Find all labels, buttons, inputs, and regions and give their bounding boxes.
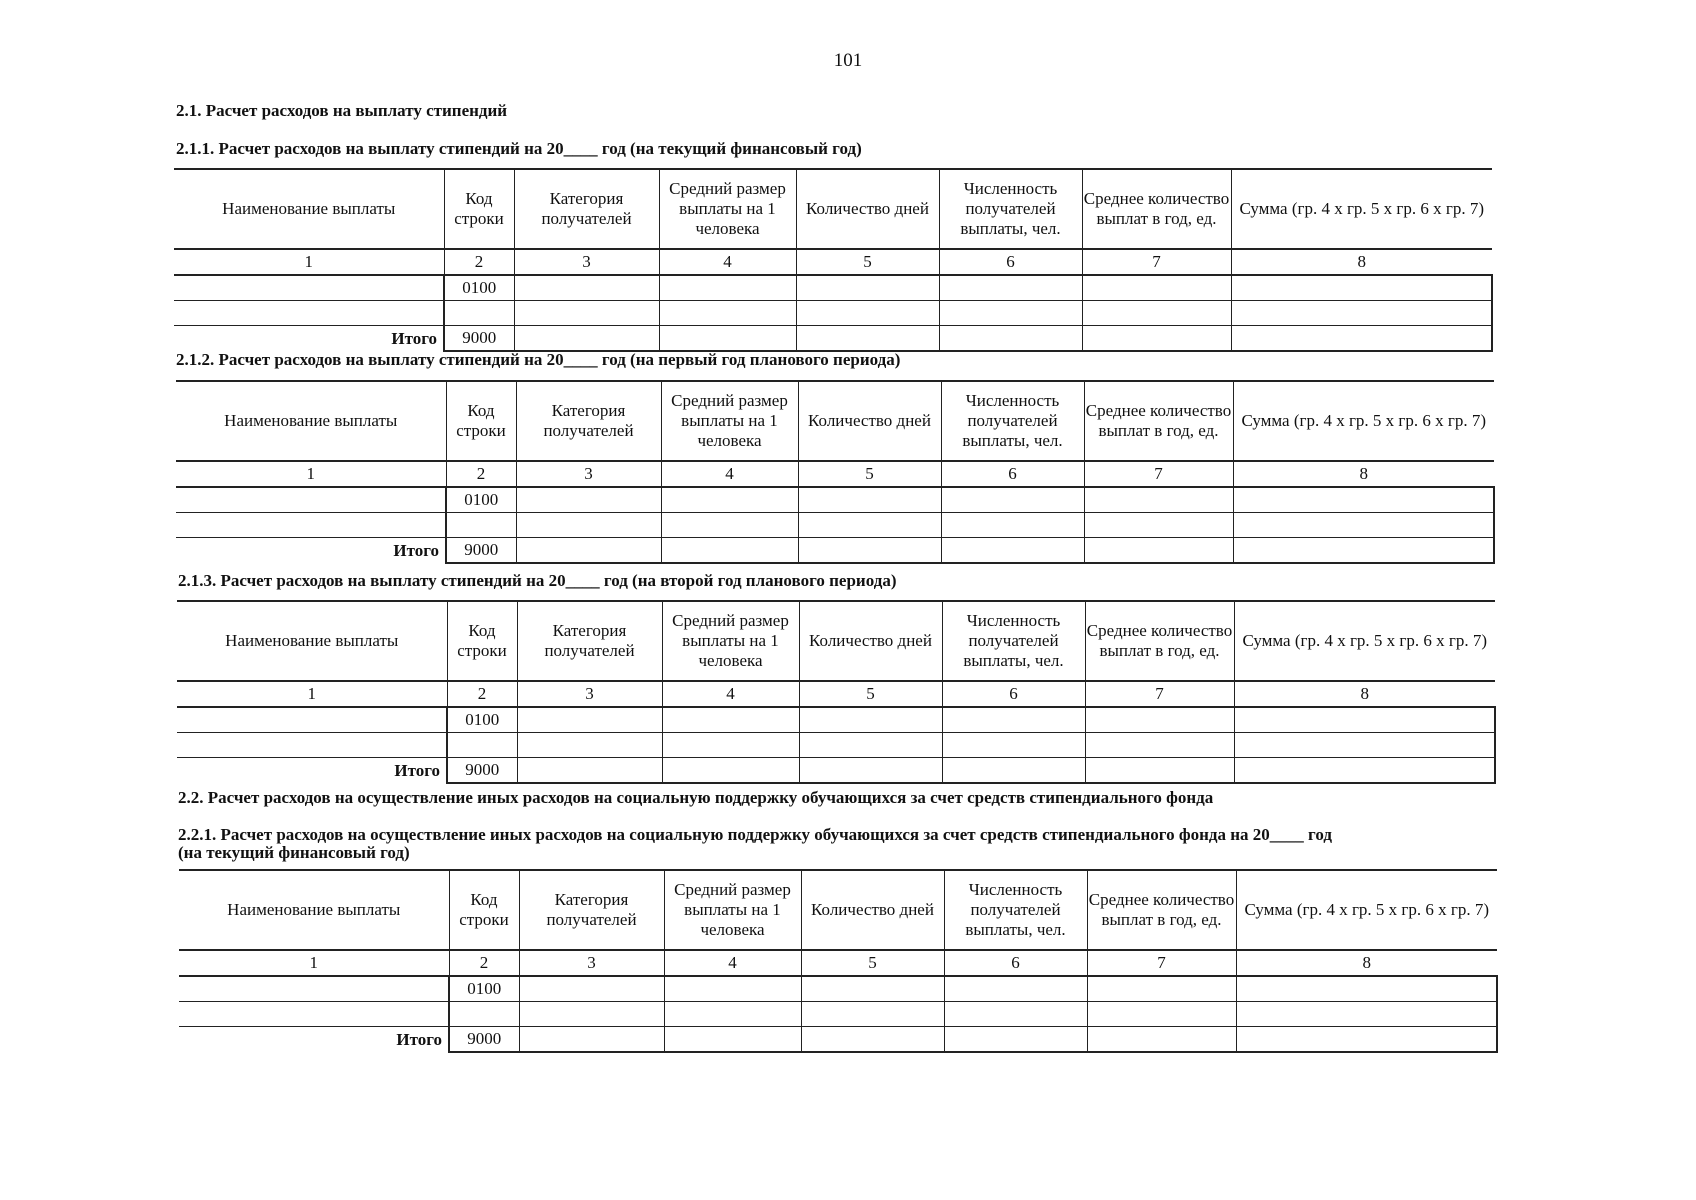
data-cell[interactable] (517, 733, 662, 758)
table-row (179, 976, 1497, 1002)
data-cell[interactable] (1082, 301, 1231, 326)
data-cell[interactable] (798, 513, 941, 538)
column-number: 8 (1231, 249, 1492, 275)
data-cell[interactable] (1231, 275, 1492, 301)
column-number: 3 (519, 950, 664, 976)
row-code-cell: 0100 (447, 707, 517, 733)
data-cell[interactable] (662, 758, 799, 784)
payment-name-cell[interactable] (176, 513, 446, 538)
column-number: 5 (801, 950, 944, 976)
column-number: 2 (444, 249, 514, 275)
column-number: 7 (1087, 950, 1236, 976)
data-cell[interactable] (799, 733, 942, 758)
column-number: 6 (942, 681, 1085, 707)
column-number: 7 (1084, 461, 1233, 487)
header-average-payment: Средний размер выплаты на 1 человека (659, 169, 796, 249)
header-recipient-category: Категория получателей (514, 169, 659, 249)
data-cell[interactable] (801, 1002, 944, 1027)
header-average-payment: Средний размер выплаты на 1 человека (662, 601, 799, 681)
payment-name-cell[interactable] (174, 275, 444, 301)
header-days-count: Количество дней (796, 169, 939, 249)
data-cell[interactable] (661, 487, 798, 513)
header-recipients-count: Численность получателей выплаты, чел. (942, 601, 1085, 681)
column-number: 8 (1234, 681, 1495, 707)
total-label: Итого (177, 758, 447, 784)
data-cell[interactable] (662, 707, 799, 733)
data-cell[interactable] (664, 1027, 801, 1053)
column-number: 1 (177, 681, 447, 707)
header-sum: Сумма (гр. 4 х гр. 5 х гр. 6 х гр. 7) (1231, 169, 1492, 249)
data-cell[interactable] (1231, 326, 1492, 352)
section-heading-2-1-1: 2.1.1. Расчет расходов на выплату стипендий на 20____ год (на текущий финансовый год) (176, 139, 862, 158)
data-cell[interactable] (801, 1027, 944, 1053)
data-cell[interactable] (659, 275, 796, 301)
data-cell[interactable] (1087, 1002, 1236, 1027)
data-cell[interactable] (662, 733, 799, 758)
data-cell[interactable] (519, 1027, 664, 1053)
section-heading-2-1-3: 2.1.3. Расчет расходов на выплату стипендий на 20____ год (на второй год планового периода) (178, 571, 897, 590)
payment-name-cell[interactable] (179, 976, 449, 1002)
data-cell[interactable] (519, 976, 664, 1002)
header-sum: Сумма (гр. 4 х гр. 5 х гр. 6 х гр. 7) (1236, 870, 1497, 950)
column-number: 3 (516, 461, 661, 487)
table-2-2-1 (179, 869, 1498, 1053)
data-cell[interactable] (942, 707, 1085, 733)
header-payments-per-year: Среднее количество выплат в год, ед. (1085, 601, 1234, 681)
row-code-cell: 9000 (447, 758, 517, 784)
table-row (174, 301, 1492, 326)
data-cell[interactable] (801, 976, 944, 1002)
data-cell[interactable] (1085, 707, 1234, 733)
table-row (174, 275, 1492, 301)
row-code-cell: 0100 (446, 487, 516, 513)
column-number-row (177, 681, 1495, 707)
data-cell[interactable] (1084, 513, 1233, 538)
data-cell[interactable] (798, 538, 941, 564)
data-cell[interactable] (661, 513, 798, 538)
data-cell[interactable] (1234, 758, 1495, 784)
table-2-1-2 (176, 380, 1495, 564)
data-cell[interactable] (514, 326, 659, 352)
column-number: 8 (1236, 950, 1497, 976)
data-cell[interactable] (514, 301, 659, 326)
row-code-cell (447, 733, 517, 758)
header-payment-name: Наименование выплаты (179, 870, 449, 950)
data-cell[interactable] (1233, 513, 1494, 538)
data-cell[interactable] (1087, 976, 1236, 1002)
column-number: 6 (939, 249, 1082, 275)
payment-name-cell[interactable] (177, 707, 447, 733)
header-row (177, 601, 1495, 681)
data-cell[interactable] (1236, 976, 1497, 1002)
data-cell[interactable] (1082, 275, 1231, 301)
total-row (174, 326, 1492, 352)
section-heading-2-2-1: 2.2.1. Расчет расходов на осуществление иных расходов на социальную поддержку обучающихся за счет средств стипендиального фонда на 20____ год (178, 825, 1332, 844)
data-cell[interactable] (798, 487, 941, 513)
header-row (176, 381, 1494, 461)
total-row (176, 538, 1494, 564)
payment-name-cell[interactable] (174, 301, 444, 326)
data-cell[interactable] (516, 513, 661, 538)
table-row (179, 1002, 1497, 1027)
payment-name-cell[interactable] (177, 733, 447, 758)
column-number: 4 (659, 249, 796, 275)
payment-name-cell[interactable] (176, 487, 446, 513)
data-cell[interactable] (944, 976, 1087, 1002)
data-cell[interactable] (1084, 538, 1233, 564)
data-cell[interactable] (516, 487, 661, 513)
payment-name-cell[interactable] (179, 1002, 449, 1027)
header-payments-per-year: Среднее количество выплат в год, ед. (1084, 381, 1233, 461)
table-row (177, 733, 1495, 758)
header-payments-per-year: Среднее количество выплат в год, ед. (1082, 169, 1231, 249)
data-cell[interactable] (517, 758, 662, 784)
data-cell[interactable] (661, 538, 798, 564)
column-number: 4 (662, 681, 799, 707)
data-cell[interactable] (1231, 301, 1492, 326)
data-cell[interactable] (796, 275, 939, 301)
column-number: 7 (1082, 249, 1231, 275)
data-cell[interactable] (796, 326, 939, 352)
column-number: 5 (799, 681, 942, 707)
column-number: 7 (1085, 681, 1234, 707)
data-cell[interactable] (659, 326, 796, 352)
data-cell[interactable] (664, 1002, 801, 1027)
row-code-cell (446, 513, 516, 538)
column-number: 1 (179, 950, 449, 976)
header-payment-name: Наименование выплаты (177, 601, 447, 681)
column-number-row (179, 950, 1497, 976)
header-payment-name: Наименование выплаты (174, 169, 444, 249)
row-code-cell (444, 301, 514, 326)
column-number: 2 (449, 950, 519, 976)
column-number: 1 (174, 249, 444, 275)
header-row-code: Код строки (444, 169, 514, 249)
row-code-cell: 9000 (449, 1027, 519, 1053)
header-recipients-count: Численность получателей выплаты, чел. (939, 169, 1082, 249)
column-number: 4 (661, 461, 798, 487)
column-number: 3 (514, 249, 659, 275)
data-cell[interactable] (941, 513, 1084, 538)
data-cell[interactable] (659, 301, 796, 326)
column-number-row (176, 461, 1494, 487)
column-number-row (174, 249, 1492, 275)
data-cell[interactable] (1085, 758, 1234, 784)
header-recipients-count: Численность получателей выплаты, чел. (941, 381, 1084, 461)
row-code-cell (449, 1002, 519, 1027)
header-row (179, 870, 1497, 950)
data-cell[interactable] (516, 538, 661, 564)
data-cell[interactable] (1234, 707, 1495, 733)
header-days-count: Количество дней (798, 381, 941, 461)
data-cell[interactable] (939, 326, 1082, 352)
header-days-count: Количество дней (801, 870, 944, 950)
data-cell[interactable] (942, 733, 1085, 758)
data-cell[interactable] (514, 275, 659, 301)
data-cell[interactable] (1085, 733, 1234, 758)
column-number: 2 (446, 461, 516, 487)
data-cell[interactable] (664, 976, 801, 1002)
data-cell[interactable] (1082, 326, 1231, 352)
section-heading-2-1-2: 2.1.2. Расчет расходов на выплату стипендий на 20____ год (на первый год планового периода) (176, 350, 901, 369)
table-row (176, 487, 1494, 513)
row-code-cell: 0100 (444, 275, 514, 301)
data-cell[interactable] (517, 707, 662, 733)
section-heading-2-2-1-continued: (на текущий финансовый год) (178, 843, 410, 862)
data-cell[interactable] (941, 487, 1084, 513)
column-number: 5 (796, 249, 939, 275)
data-cell[interactable] (1233, 487, 1494, 513)
data-cell[interactable] (1084, 487, 1233, 513)
total-row (177, 758, 1495, 784)
header-sum: Сумма (гр. 4 х гр. 5 х гр. 6 х гр. 7) (1233, 381, 1494, 461)
header-sum: Сумма (гр. 4 х гр. 5 х гр. 6 х гр. 7) (1234, 601, 1495, 681)
data-cell[interactable] (939, 275, 1082, 301)
row-code-cell: 9000 (446, 538, 516, 564)
header-payment-name: Наименование выплаты (176, 381, 446, 461)
data-cell[interactable] (1236, 1027, 1497, 1053)
data-cell[interactable] (1087, 1027, 1236, 1053)
header-days-count: Количество дней (799, 601, 942, 681)
page-number: 101 (833, 50, 863, 71)
column-number: 3 (517, 681, 662, 707)
data-cell[interactable] (1234, 733, 1495, 758)
header-row-code: Код строки (449, 870, 519, 950)
data-cell[interactable] (799, 707, 942, 733)
total-row (179, 1027, 1497, 1053)
header-recipient-category: Категория получателей (516, 381, 661, 461)
header-average-payment: Средний размер выплаты на 1 человека (661, 381, 798, 461)
column-number: 6 (944, 950, 1087, 976)
table-row (177, 707, 1495, 733)
column-number: 5 (798, 461, 941, 487)
section-heading-2-1: 2.1. Расчет расходов на выплату стипендий (176, 101, 508, 120)
data-cell[interactable] (944, 1027, 1087, 1053)
data-cell[interactable] (1233, 538, 1494, 564)
data-cell[interactable] (519, 1002, 664, 1027)
data-cell[interactable] (799, 758, 942, 784)
data-cell[interactable] (944, 1002, 1087, 1027)
data-cell[interactable] (942, 758, 1085, 784)
column-number: 6 (941, 461, 1084, 487)
table-row (176, 513, 1494, 538)
section-heading-2-2: 2.2. Расчет расходов на осуществление иных расходов на социальную поддержку обучающихся за счет средств стипендиального фонда (178, 788, 1214, 807)
data-cell[interactable] (941, 538, 1084, 564)
table-2-1-1 (174, 168, 1493, 352)
total-label: Итого (174, 326, 444, 352)
column-number: 4 (664, 950, 801, 976)
header-recipient-category: Категория получателей (517, 601, 662, 681)
header-recipient-category: Категория получателей (519, 870, 664, 950)
header-payments-per-year: Среднее количество выплат в год, ед. (1087, 870, 1236, 950)
total-label: Итого (179, 1027, 449, 1053)
row-code-cell: 0100 (449, 976, 519, 1002)
header-row-code: Код строки (446, 381, 516, 461)
total-label: Итого (176, 538, 446, 564)
header-row-code: Код строки (447, 601, 517, 681)
data-cell[interactable] (939, 301, 1082, 326)
column-number: 1 (176, 461, 446, 487)
row-code-cell: 9000 (444, 326, 514, 352)
data-cell[interactable] (796, 301, 939, 326)
column-number: 2 (447, 681, 517, 707)
header-recipients-count: Численность получателей выплаты, чел. (944, 870, 1087, 950)
data-cell[interactable] (1236, 1002, 1497, 1027)
header-average-payment: Средний размер выплаты на 1 человека (664, 870, 801, 950)
table-2-1-3 (177, 600, 1496, 784)
header-row (174, 169, 1492, 249)
column-number: 8 (1233, 461, 1494, 487)
